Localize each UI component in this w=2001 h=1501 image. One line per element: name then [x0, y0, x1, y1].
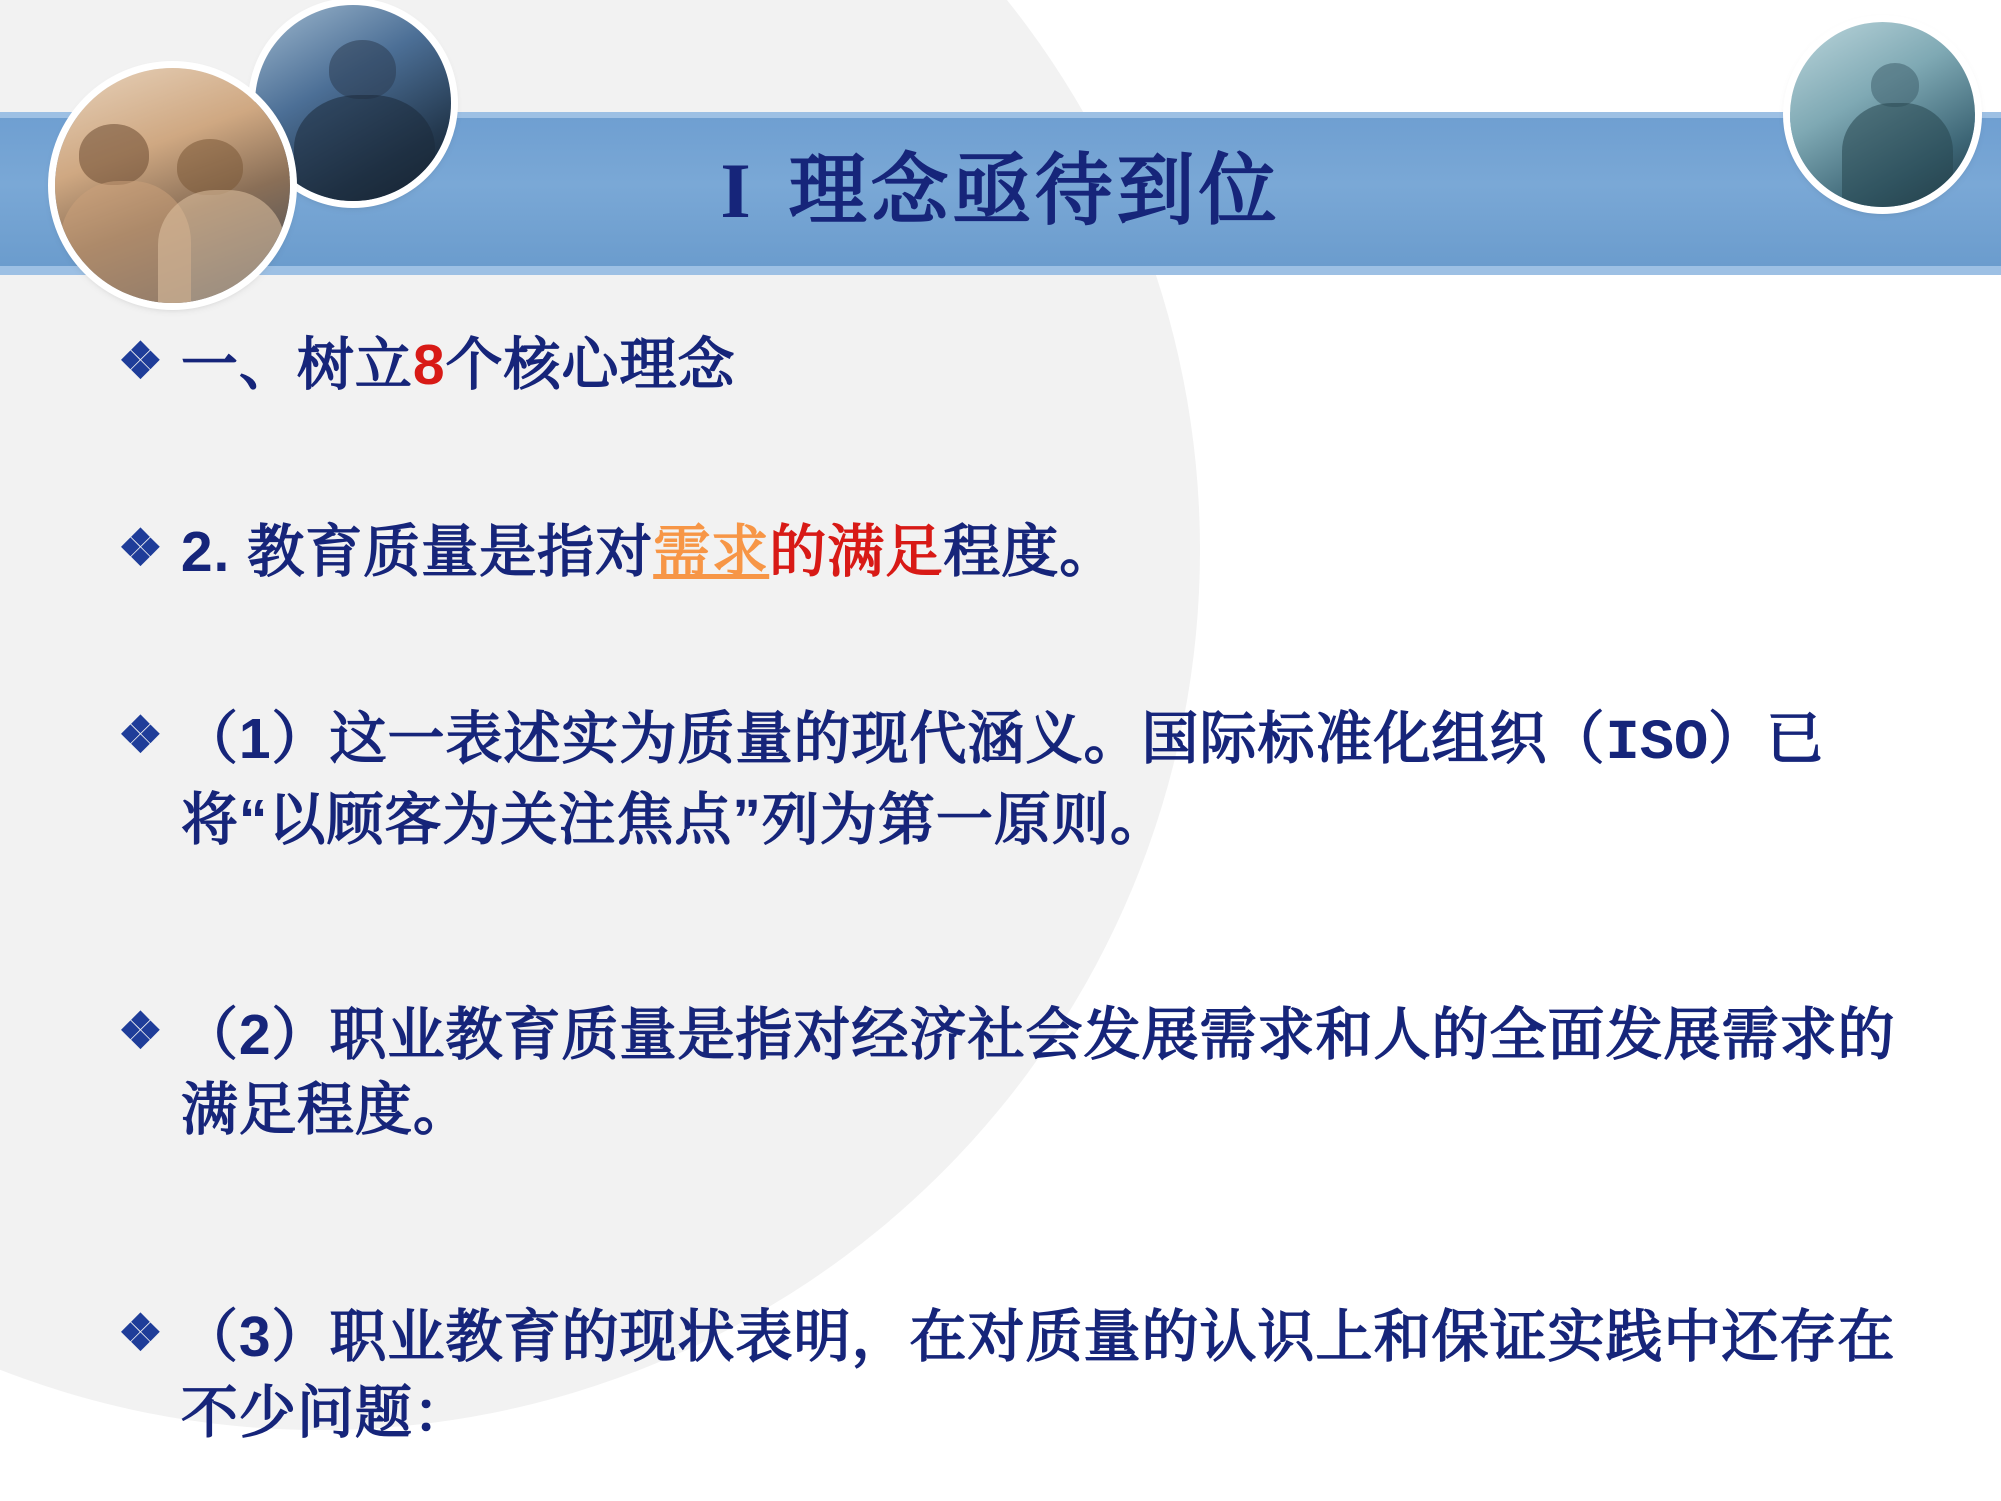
slide-body [0, 300, 2001, 1451]
figure-head-icon [329, 40, 396, 99]
text-segment-iso: ISO [1605, 712, 1709, 777]
diamond-bullet-icon: ❖ [118, 1305, 163, 1362]
diamond-bullet-icon: ❖ [118, 707, 163, 764]
text-segment: 一、树立 [180, 333, 413, 397]
list-item [118, 702, 2001, 857]
figure-head-icon [79, 124, 150, 185]
list-item-text [181, 702, 1941, 857]
text-segment: （1）这一表述实为质量的现代涵义。国际标准化组织（ [180, 707, 1606, 772]
list-item-text: （3）职业教育的现状表明，在对质量的认识上和保证实践中还存在不少问题： [180, 1305, 1896, 1445]
figure-head-icon [1871, 63, 1919, 107]
text-segment-highlight: 需求 [653, 520, 770, 585]
text-segment: ）已将“以顾客为关注焦点”列为第一原则。 [180, 707, 1825, 852]
figure-head-icon [177, 139, 243, 195]
text-segment-highlight: 的满足 [769, 520, 944, 585]
text-segment: 2. 教育质量是指对 [180, 520, 654, 585]
list-item [118, 328, 2001, 403]
diamond-bullet-icon: ❖ [118, 520, 163, 577]
text-segment-highlight: 8 [412, 333, 446, 397]
list-item-text: （2）职业教育质量是指对经济社会发展需求和人的全面发展需求的满足程度。 [180, 1002, 1896, 1143]
presenter-photo [1790, 22, 1975, 207]
office-team-photo [55, 68, 290, 303]
figure-body-icon [1842, 103, 1953, 207]
diamond-bullet-icon: ❖ [118, 333, 163, 389]
list-item [118, 1300, 2001, 1450]
list-item [118, 515, 2001, 590]
diamond-bullet-icon: ❖ [118, 1002, 163, 1059]
title-band-bottom-edge [0, 266, 2001, 275]
figure-body-icon [294, 95, 435, 201]
title-numeral: I [720, 147, 755, 234]
list-item [118, 998, 2001, 1148]
list-item-text [181, 328, 1881, 403]
title-text: 理念亟待到位 [788, 146, 1281, 234]
figure-body-icon [158, 190, 285, 303]
text-segment: 程度。 [943, 520, 1118, 585]
list-item-text [181, 515, 1881, 590]
text-segment: 个核心理念 [445, 333, 736, 397]
